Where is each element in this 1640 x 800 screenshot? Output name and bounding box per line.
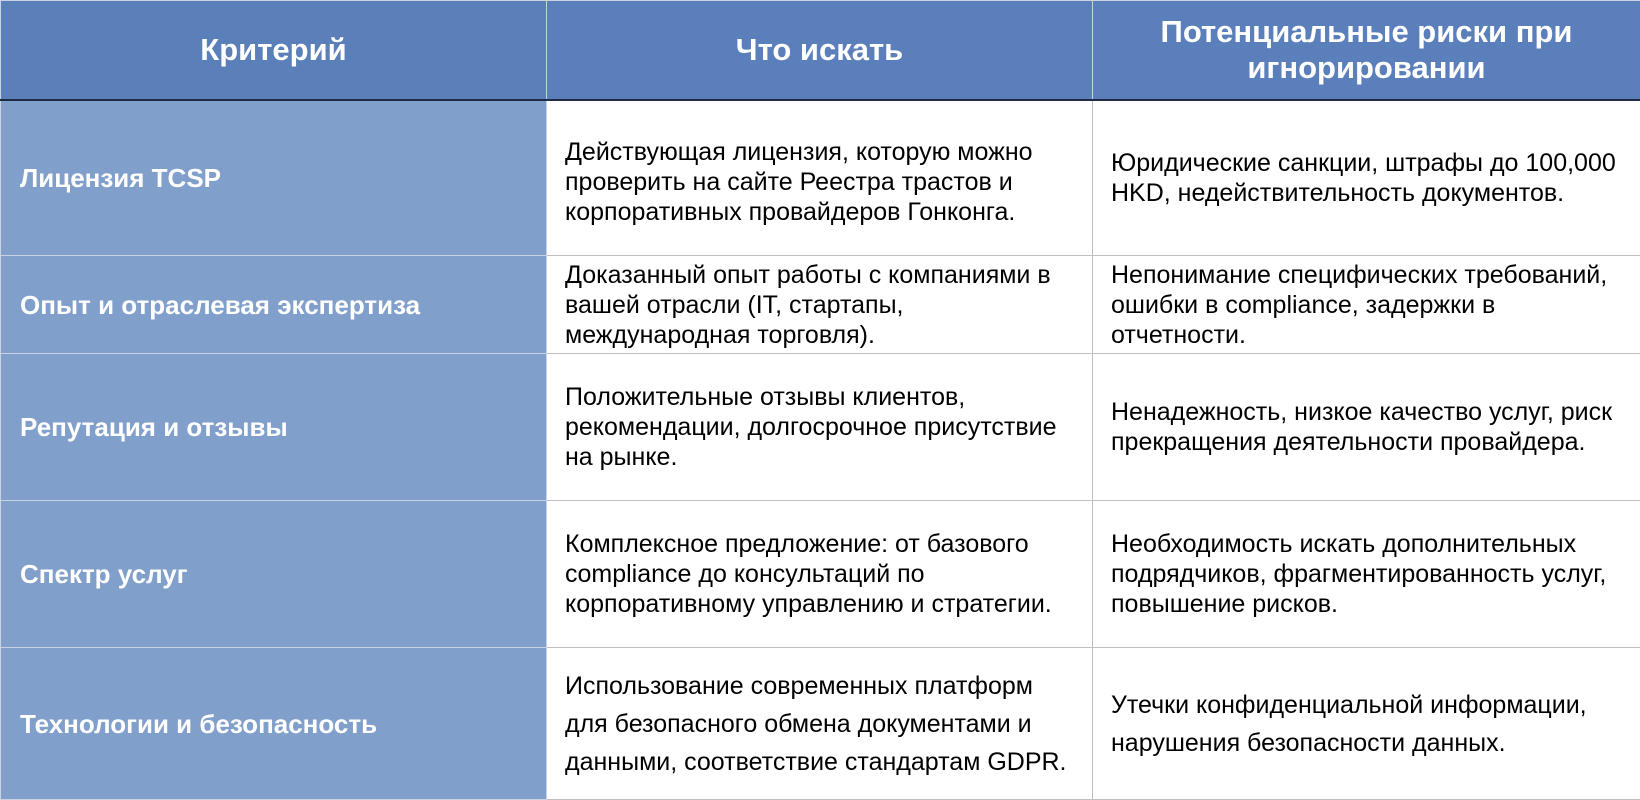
risks-cell: Юридические санкции, штрафы до 100,000 HKD, недействительность документов.: [1093, 100, 1640, 256]
what-to-look-for-cell: Положительные отзывы клиентов, рекомендации, долгосрочное присутствие на рынке.: [547, 354, 1093, 501]
risks-cell: Непонимание специфических требований, ошибки в compliance, задержки в отчетности.: [1093, 256, 1640, 354]
table-row: [1, 501, 1640, 648]
header-row: [1, 1, 1640, 101]
what-to-look-for-cell: Использование современных платформ для безопасного обмена документами и данными, соответствие стандартам GDPR.: [547, 648, 1093, 800]
criterion-cell: Технологии и безопасность: [1, 648, 547, 800]
header-criterion: Критерий: [1, 1, 547, 101]
table-row: [1, 100, 1640, 256]
criterion-cell: Репутация и отзывы: [1, 354, 547, 501]
table-header: [1, 1, 1640, 101]
criterion-cell: Спектр услуг: [1, 501, 547, 648]
table-row: [1, 648, 1640, 800]
table-row: [1, 354, 1640, 501]
risks-cell: Необходимость искать дополнительных подрядчиков, фрагментированность услуг, повышение рисков.: [1093, 501, 1640, 648]
what-to-look-for-cell: Комплексное предложение: от базового compliance до консультаций по корпоративному управлению и стратегии.: [547, 501, 1093, 648]
header-what-to-look-for: Что искать: [547, 1, 1093, 101]
what-to-look-for-cell: Действующая лицензия, которую можно проверить на сайте Реестра трастов и корпоративных провайдеров Гонконга.: [547, 100, 1093, 256]
risks-cell: Утечки конфиденциальной информации, нарушения безопасности данных.: [1093, 648, 1640, 800]
header-risks: Потенциальные риски при игнорировании: [1093, 1, 1640, 101]
criterion-cell: Лицензия TCSP: [1, 100, 547, 256]
criterion-cell: Опыт и отраслевая экспертиза: [1, 256, 547, 354]
table-body: [1, 100, 1640, 800]
risks-cell: Ненадежность, низкое качество услуг, риск прекращения деятельности провайдера.: [1093, 354, 1640, 501]
what-to-look-for-cell: Доказанный опыт работы с компаниями в вашей отрасли (IT, стартапы, международная торговля).: [547, 256, 1093, 354]
table-row: [1, 256, 1640, 354]
